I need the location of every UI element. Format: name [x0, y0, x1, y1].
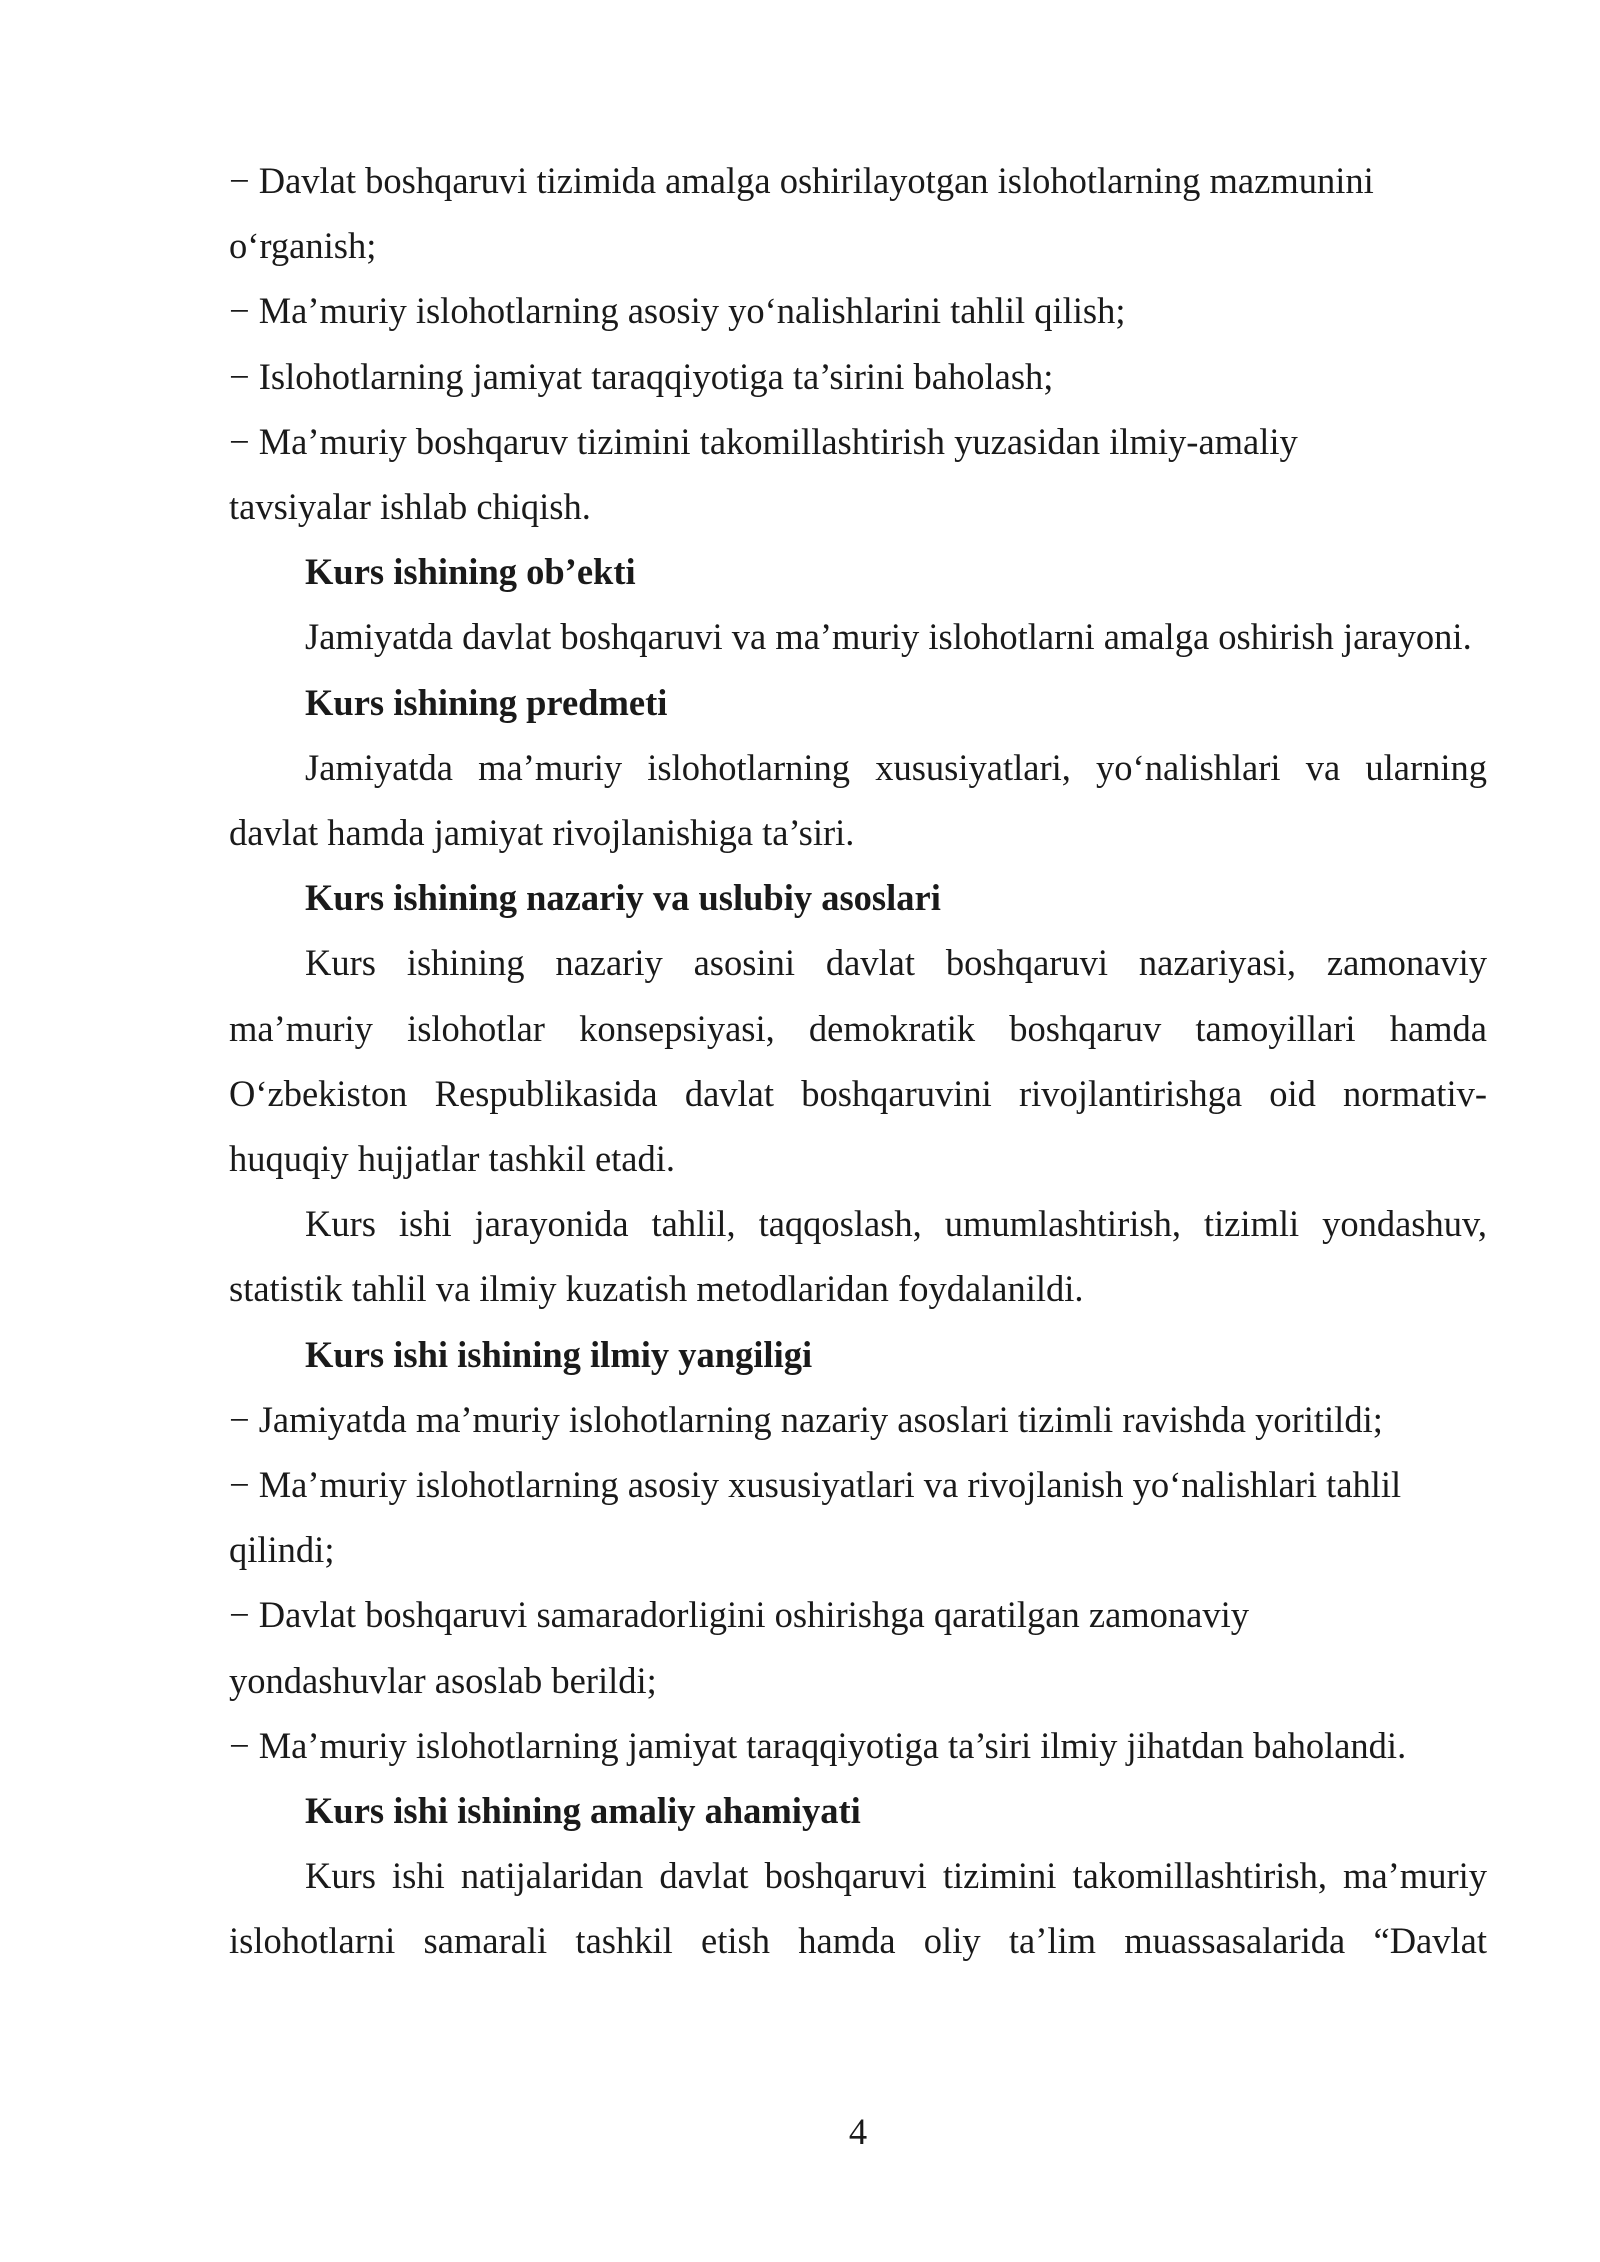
objective-item: − Ma’muriy islohotlarning asosiy yo‘nalishlarini tahlil qilish;	[229, 290, 1126, 332]
novelty-item: − Ma’muriy islohotlarning jamiyat taraqqiyotiga ta’siri ilmiy jihatdan baholandi.	[229, 1724, 1407, 1766]
objective-item: − Davlat boshqaruvi tizimida amalga oshirilayotgan islohotlarning mazmunini o‘rganish;	[229, 160, 1374, 267]
section-heading-novelty: Kurs ishi ishining ilmiy yangiligi	[305, 1333, 813, 1375]
page-number: 4	[848, 2111, 868, 2152]
novelty-item: − Davlat boshqaruvi samaradorligini oshirishga qaratilgan zamonaviy yondashuvlar asoslab berildi;	[229, 1594, 1250, 1701]
foundations-paragraph: Kurs ishining nazariy asosini davlat boshqaruvi nazariyasi, zamonaviy ma’muriy islohotlar konsepsiyasi, demokratik boshqaruv tamoyillari hamda O‘zbekiston Respublikasida davlat boshqaruvini rivojlantirishga oid normativ-huquqiy hujjatlar tashkil etadi.	[229, 942, 1487, 1180]
section-heading-subject: Kurs ishining predmeti	[305, 681, 668, 723]
section-heading-object: Kurs ishining ob’ekti	[305, 551, 636, 593]
practical-paragraph: Kurs ishi natijalaridan davlat boshqaruvi tizimini takomillashtirish, ma’muriy islohotlarni samarali tashkil etish hamda oliy ta’lim muassasalarida “Davlat	[229, 1855, 1487, 1962]
object-paragraph: Jamiyatda davlat boshqaruvi va ma’muriy islohotlarni amalga oshirish jarayoni.	[305, 616, 1472, 658]
section-heading-practical: Kurs ishi ishining amaliy ahamiyati	[305, 1790, 861, 1832]
novelty-item: − Jamiyatda ma’muriy islohotlarning nazariy asoslari tizimli ravishda yoritildi;	[229, 1398, 1383, 1440]
novelty-item: − Ma’muriy islohotlarning asosiy xususiyatlari va rivojlanish yo‘nalishlari tahlil qilindi;	[229, 1464, 1402, 1571]
document-page	[229, 148, 1487, 1974]
objective-item: − Islohotlarning jamiyat taraqqiyotiga ta’sirini baholash;	[229, 355, 1054, 397]
objective-item: − Ma’muriy boshqaruv tizimini takomillashtirish yuzasidan ilmiy-amaliy tavsiyalar ishlab chiqish.	[229, 420, 1298, 528]
subject-paragraph: Jamiyatda ma’muriy islohotlarning xususiyatlari, yo‘nalishlari va ularning davlat hamda jamiyat rivojlanishiga ta’siri.	[229, 746, 1487, 854]
methods-paragraph: Kurs ishi jarayonida tahlil, taqqoslash, umumlashtirish, tizimli yondashuv, statistik tahlil va ilmiy kuzatish metodlaridan foydalanildi.	[229, 1203, 1487, 1310]
section-heading-foundations: Kurs ishining nazariy va uslubiy asoslari	[305, 877, 941, 919]
